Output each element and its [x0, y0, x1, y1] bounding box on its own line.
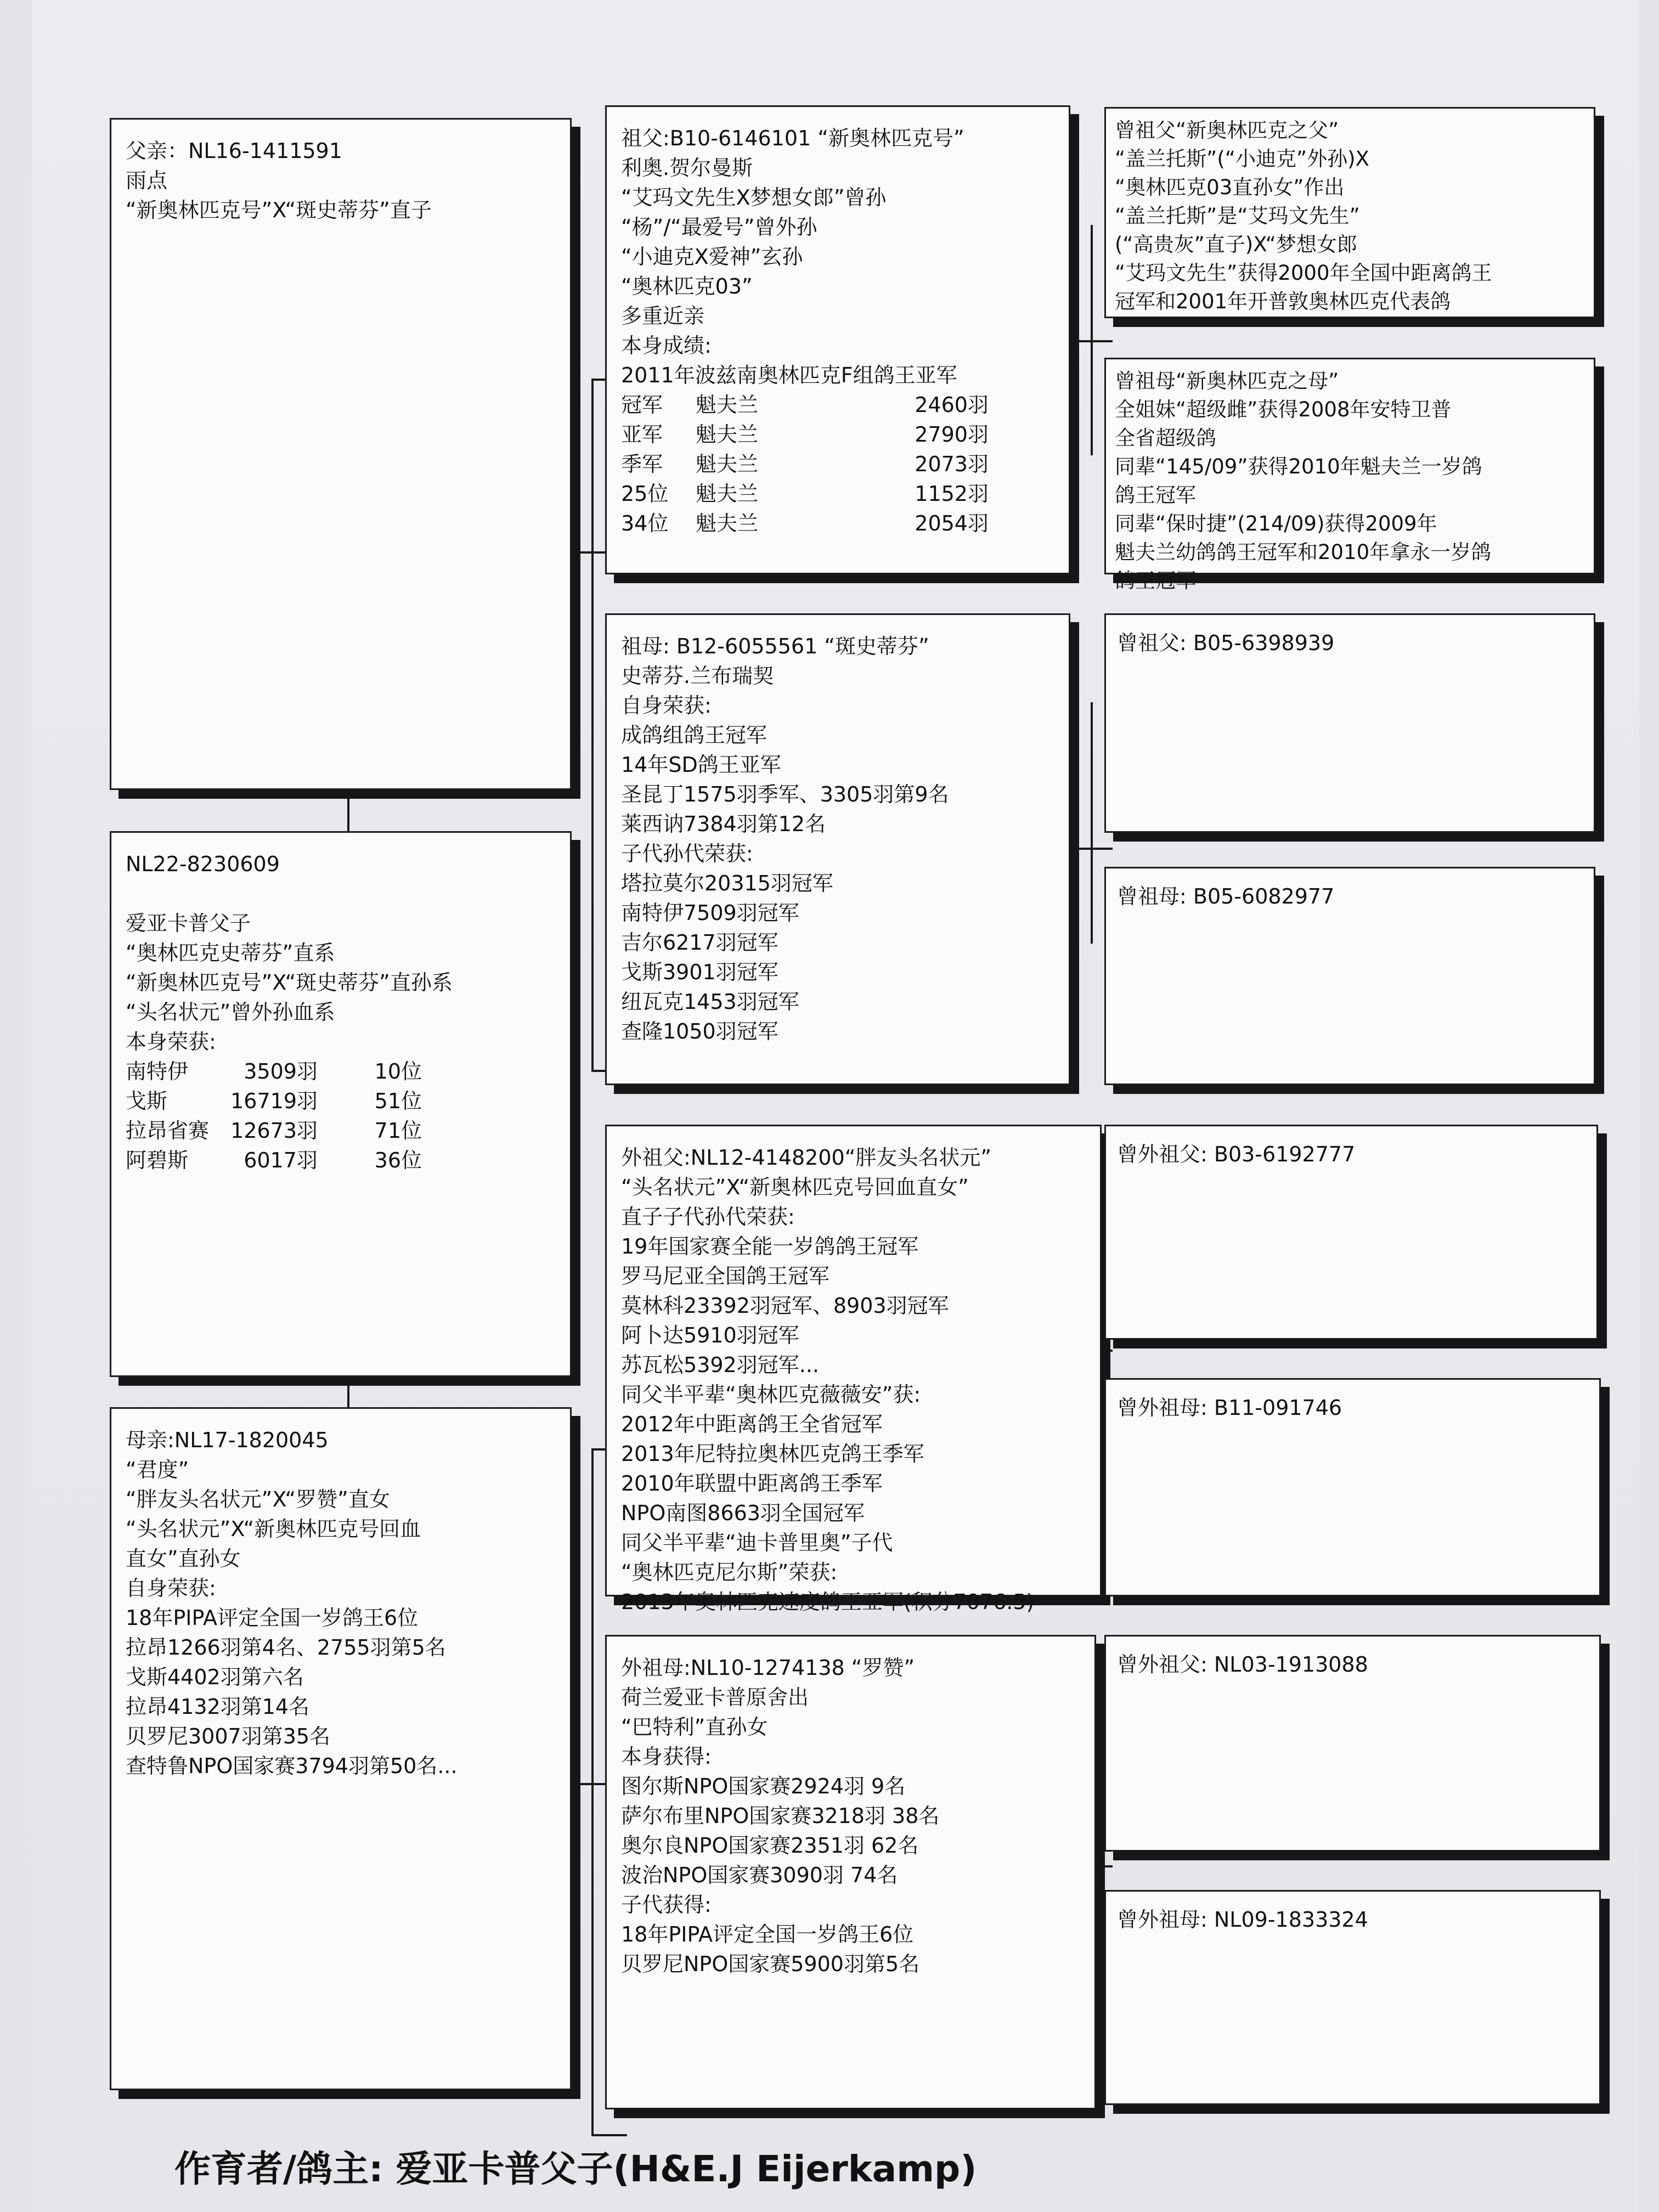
text-line: “头名状元”曾外孙血系	[126, 1000, 335, 1024]
maternal-great-grandmother-box	[1104, 1890, 1601, 2105]
text-line: “奥林匹克史蒂芬”直系	[126, 941, 335, 965]
result-birds: 6017羽	[244, 1148, 318, 1172]
text-line: 贝罗尼NPO国家赛5900羽第5名	[621, 1952, 920, 1976]
text-line: “新奥林匹克号”X“斑史蒂芬”直子	[126, 198, 432, 222]
pedigree-sheet	[32, 0, 1639, 2212]
text-line: 母亲:NL17-1820045	[126, 1428, 329, 1452]
grandmother-box	[605, 613, 1070, 1085]
text-line: 图尔斯NPO国家赛2924羽 9名	[621, 1774, 906, 1798]
text-line: 莫林科23392羽冠军、8903羽冠军	[621, 1294, 949, 1318]
text-line: “盖兰托斯”是“艾玛文先生”	[1115, 204, 1360, 228]
text-line: 本身成绩:	[621, 334, 712, 358]
text-line: 多重近亲	[621, 304, 705, 328]
great-grandmother-details	[1115, 367, 1585, 595]
text-line: 19年国家赛全能一岁鸽鸽王冠军	[621, 1234, 919, 1259]
result-rank: 冠军	[621, 393, 663, 417]
result-rank: 亚军	[621, 422, 663, 447]
result-row	[621, 509, 1054, 538]
great-grandfather-details	[1115, 116, 1585, 316]
text-line: “奥林匹克03”	[621, 274, 753, 298]
grandfather-box	[605, 105, 1070, 574]
text-line: 14年SD鸽王亚军	[621, 753, 781, 777]
result-race: 戈斯	[126, 1089, 168, 1113]
text-line: 查特鲁NPO国家赛3794羽第50名...	[126, 1754, 458, 1778]
grandfather-results	[621, 390, 1054, 538]
great-grandmother-box	[1104, 358, 1595, 592]
maternal-great-grandfather-label: 曾外祖父: B03-6192777	[1117, 1142, 1356, 1166]
maternal-great-grandfather-label: 曾外祖父: NL03-1913088	[1117, 1652, 1368, 1677]
text-line: 纽瓦克1453羽冠军	[621, 990, 799, 1014]
text-line: 阿卜达5910羽冠军	[621, 1323, 799, 1347]
text-line: 外祖父:NL12-4148200“胖友头名状元”	[621, 1146, 992, 1170]
text-line: “艾玛文先生”获得2000年全国中距离鸽王	[1115, 261, 1492, 285]
connector	[591, 2134, 627, 2136]
result-row	[126, 1057, 556, 1086]
text-line: NL22-8230609	[126, 852, 280, 876]
result-place: 71位	[374, 1119, 422, 1143]
text-line: 荷兰爱亚卡普原舍出	[621, 1685, 809, 1709]
result-rank: 34位	[621, 511, 669, 535]
text-line: 子代孙代荣获:	[621, 842, 753, 866]
connector	[1091, 702, 1093, 944]
text-line: “杨”/“最爱号”曾外孙	[621, 215, 817, 239]
text-line: 父亲：NL16-1411591	[126, 139, 342, 163]
text-line: 同父半平辈“奥林匹克薇薇安”获:	[621, 1383, 921, 1407]
text-line: “奥林匹克03直孙女”作出	[1115, 176, 1345, 199]
text-line: “头名状元”X“新奥林匹克号回血直女”	[621, 1175, 969, 1199]
connector	[347, 790, 349, 834]
result-race: 南特伊	[126, 1059, 189, 1084]
result-row	[621, 390, 1054, 420]
text-line: “小迪克X爱神”玄孙	[621, 245, 803, 269]
text-line: 圣昆丁1575羽季军、3305羽第9名	[621, 782, 949, 806]
text-line: 罗马尼亚全国鸽王冠军	[621, 1264, 830, 1288]
text-line: “盖兰托斯”(“小迪克”外孙)X	[1115, 147, 1369, 171]
text-line: “巴特利”直孙女	[621, 1715, 768, 1739]
text-line: “胖友头名状元”X“罗赞”直女	[126, 1487, 390, 1511]
result-birds: 1152羽	[915, 482, 989, 506]
text-line: 2010年联盟中距离鸽王季军	[621, 1471, 883, 1496]
text-line: 本身获得:	[621, 1745, 712, 1769]
subject-box	[110, 831, 572, 1377]
result-place: 10位	[374, 1059, 422, 1084]
great-grandfather-box	[1104, 613, 1595, 833]
maternal-great-grandmother-box	[1104, 1378, 1601, 1596]
maternal-great-grandfather-box	[1104, 1635, 1601, 1852]
text-line: 吉尔6217羽冠军	[621, 930, 778, 955]
breeder-footer: 作育者/鸽主: 爱亚卡普父子(H&E.J Eijerkamp)	[174, 2148, 977, 2190]
maternal-grandmother-details	[621, 1653, 1080, 1979]
text-line: “奥林匹克尼尔斯”荣获:	[621, 1560, 838, 1584]
maternal-grandmother-box	[605, 1635, 1096, 2109]
text-line: 自身荣获:	[621, 693, 712, 718]
text-line: “君度”	[126, 1458, 189, 1482]
result-race: 魁夫兰	[695, 452, 758, 476]
grandfather-details	[621, 123, 1054, 390]
text-line: “头名状元”X“新奥林匹克号回血	[126, 1517, 421, 1541]
text-line: 2013年奥林匹克速度鸽王亚军(积分7076.5)	[621, 1590, 1035, 1614]
text-line: 自身荣获:	[126, 1576, 216, 1600]
text-line: 戈斯4402羽第六名	[126, 1665, 304, 1689]
text-line: 鸽王冠军	[1115, 569, 1196, 592]
result-race: 魁夫兰	[695, 393, 758, 417]
text-line: 查隆1050羽冠军	[621, 1019, 778, 1043]
mother-details	[126, 1425, 556, 1781]
connector	[591, 1448, 594, 2134]
text-line: 直女”直孙女	[126, 1547, 241, 1571]
result-place: 36位	[374, 1148, 422, 1172]
text-line: NPO南图8663羽全国冠军	[621, 1501, 865, 1525]
subject-results	[126, 1057, 556, 1175]
result-row	[126, 1146, 556, 1175]
text-line: “艾玛文先生X梦想女郎”曾孙	[621, 185, 887, 210]
text-line: 曾祖父“新奥林匹克之父”	[1115, 119, 1339, 142]
grandmother-details	[621, 631, 1054, 1046]
text-line: 苏瓦松5392羽冠军...	[621, 1353, 819, 1377]
maternal-grandfather-details	[621, 1143, 1086, 1617]
text-line: “新奥林匹克号”X“斑史蒂芬”直孙系	[126, 970, 453, 995]
father-box	[110, 118, 572, 790]
text-line: 史蒂芬.兰布瑞契	[621, 664, 774, 688]
text-line: 莱西讷7384羽第12名	[621, 812, 826, 836]
text-line: 拉昂1266羽第4名、2755羽第5名	[126, 1635, 446, 1660]
text-line: 雨点	[126, 168, 168, 193]
mother-box	[110, 1407, 572, 2090]
text-line: 全姐妹“超级雌”获得2008年安特卫普	[1115, 398, 1452, 421]
connector	[591, 379, 594, 1070]
text-line: 本身荣获:	[126, 1030, 216, 1054]
result-birds: 2790羽	[915, 422, 989, 447]
text-line: 拉昂4132羽第14名	[126, 1695, 310, 1719]
text-line: 2012年中距离鸽王全省冠军	[621, 1412, 883, 1436]
text-line: 曾祖母“新奥林匹克之母”	[1115, 369, 1339, 393]
text-line: 利奥.贺尔曼斯	[621, 156, 753, 180]
text-line: 2011年波兹南奥林匹克F组鸽王亚军	[621, 363, 957, 387]
great-grandmother-box	[1104, 867, 1595, 1085]
result-birds: 2054羽	[915, 511, 989, 535]
father-details	[126, 136, 556, 225]
maternal-grandfather-box	[605, 1125, 1102, 1614]
text-line: 成鸽组鸽王冠军	[621, 723, 768, 747]
text-line: 贝罗尼3007羽第35名	[126, 1724, 331, 1748]
maternal-great-grandfather-box	[1104, 1125, 1598, 1340]
text-line: 18年PIPA评定全国一岁鸽王6位	[126, 1606, 419, 1630]
text-line: 同辈“保时捷”(214/09)获得2009年	[1115, 512, 1437, 535]
result-row	[621, 479, 1054, 509]
text-line: 奥尔良NPO国家赛2351羽 62名	[621, 1833, 919, 1858]
text-line: 冠军和2001年开普敦奥林匹克代表鸽	[1115, 290, 1451, 313]
result-race: 阿碧斯	[126, 1148, 189, 1172]
great-grandmother-label: 曾祖母: B05-6082977	[1117, 884, 1335, 909]
text-line: 同辈“145/09”获得2010年魁夫兰一岁鸽	[1115, 455, 1482, 478]
text-line	[126, 879, 556, 909]
great-grandfather-box	[1104, 107, 1595, 318]
text-line: 魁夫兰幼鸽鸽王冠军和2010年拿永一岁鸽	[1115, 540, 1492, 564]
text-line: 同父半平辈“迪卡普里奥”子代	[621, 1531, 893, 1555]
text-line: 戈斯3901羽冠军	[621, 960, 778, 984]
text-line: 祖父:B10-6146101 “新奥林匹克号”	[621, 126, 964, 150]
great-grandfather-label: 曾祖父: B05-6398939	[1117, 631, 1335, 655]
result-row	[621, 420, 1054, 449]
connector	[347, 1377, 349, 1410]
text-line: 子代获得:	[621, 1893, 712, 1917]
result-rank: 25位	[621, 482, 669, 506]
result-birds: 16719羽	[230, 1089, 318, 1113]
result-race: 魁夫兰	[695, 482, 758, 506]
result-birds: 12673羽	[230, 1119, 318, 1143]
result-birds: 3509羽	[244, 1059, 318, 1084]
result-race: 魁夫兰	[695, 511, 758, 535]
text-line: 塔拉莫尔20315羽冠军	[621, 871, 833, 895]
text-line: (“高贵灰”直子)X“梦想女郎	[1115, 233, 1357, 256]
result-race: 拉昂省赛	[126, 1119, 210, 1143]
text-line: 萨尔布里NPO国家赛3218羽 38名	[621, 1804, 940, 1828]
result-race: 魁夫兰	[695, 422, 758, 447]
text-line: 爱亚卡普父子	[126, 911, 251, 935]
connector	[1074, 848, 1113, 850]
result-row	[126, 1116, 556, 1146]
text-line: 全省超级鸽	[1115, 426, 1216, 450]
result-rank: 季军	[621, 452, 663, 476]
text-line: 外祖母:NL10-1274138 “罗赞”	[621, 1656, 915, 1680]
result-row	[621, 449, 1054, 479]
maternal-great-grandmother-label: 曾外祖母: B11-091746	[1117, 1396, 1342, 1420]
connector	[1074, 340, 1113, 342]
result-row	[126, 1086, 556, 1116]
text-line: 2013年尼特拉奥林匹克鸽王季军	[621, 1442, 924, 1466]
text-line: 南特伊7509羽冠军	[621, 901, 799, 925]
result-birds: 2073羽	[915, 452, 989, 476]
text-line: 18年PIPA评定全国一岁鸽王6位	[621, 1922, 914, 1946]
text-line: 祖母: B12-6055561 “斑史蒂芬”	[621, 634, 929, 658]
text-line: 直子子代孙代荣获:	[621, 1205, 795, 1229]
text-line: 波治NPO国家赛3090羽 74名	[621, 1863, 898, 1887]
result-birds: 2460羽	[915, 393, 989, 417]
subject-details	[126, 849, 556, 1057]
maternal-great-grandmother-label: 曾外祖母: NL09-1833324	[1117, 1908, 1368, 1932]
result-place: 51位	[374, 1089, 422, 1113]
text-line: 鸽王冠军	[1115, 483, 1196, 507]
